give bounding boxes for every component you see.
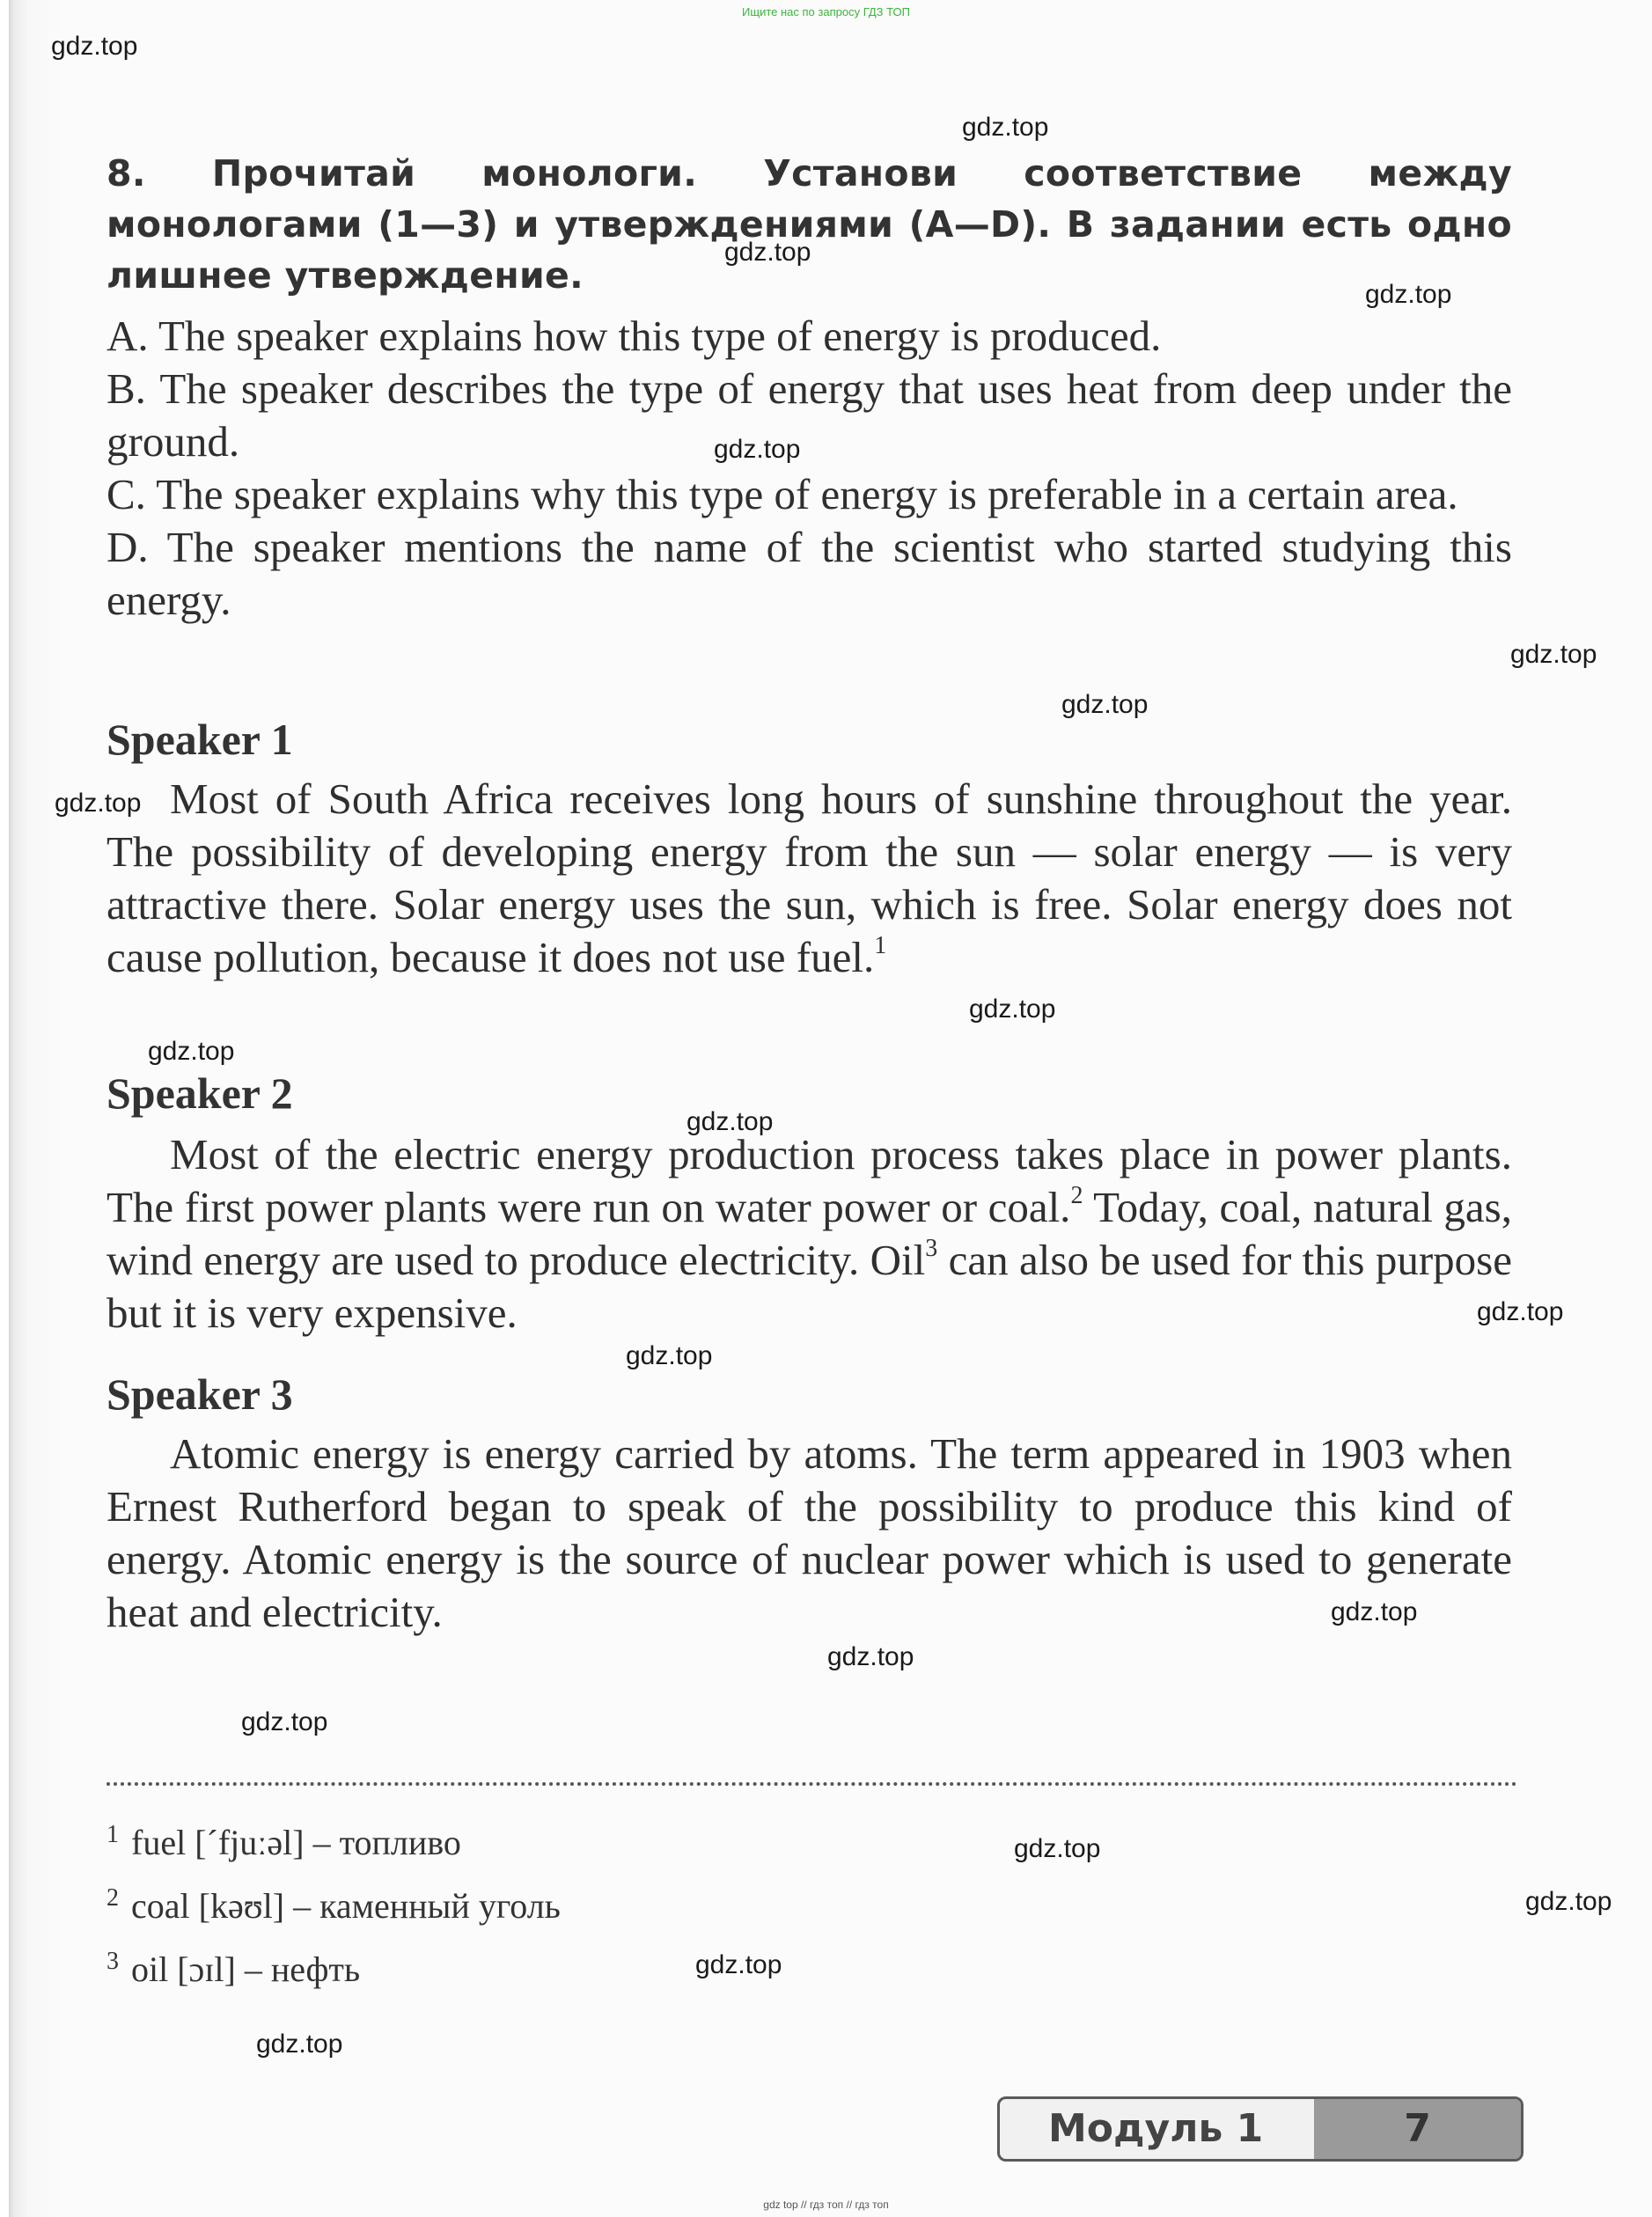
watermark: gdz.top (1014, 1834, 1101, 1863)
speaker-2-body-b: Today, coal, natural gas, wind energy are used to produce electricity. Oil (106, 1183, 1512, 1284)
footnote-ref-3: 3 (925, 1234, 938, 1262)
footnote-number: 3 (106, 1948, 119, 1975)
statement-c: C. The speaker explains why this type of energy is preferable in a certain area. (106, 470, 1458, 518)
footnote-3 (106, 1949, 360, 1990)
watermark: gdz.top (241, 1707, 328, 1736)
module-label: Модуль 1 (1048, 2106, 1264, 2151)
statement-b: B. The speaker describes the type of energy that uses heat from deep under the ground. (106, 364, 1512, 466)
watermark: gdz.top (148, 1037, 235, 1066)
watermark: gdz.top (962, 113, 1049, 142)
speaker-3-title: Speaker 3 (106, 1369, 293, 1419)
top-banner: Ищите нас по запросу ГДЗ ТОП (742, 5, 910, 18)
watermark: gdz.top (1331, 1597, 1418, 1626)
statement-a: A. The speaker explains how this type of energy is produced. (106, 312, 1162, 360)
speaker-1-body: Most of South Africa receives long hours of sunshine throughout the year. The possibility of developing energy from the sun — solar energy — is very attractive there. Solar energy uses the sun, which is free. Solar energy does not cause pollution, because it does not use fuel. (106, 774, 1512, 981)
watermark: gdz.top (626, 1341, 713, 1370)
footnote-divider (106, 1782, 1517, 1786)
footnote-ref-1: 1 (874, 931, 887, 959)
watermark: gdz.top (1510, 640, 1597, 669)
watermark: gdz.top (55, 789, 142, 818)
speaker-2-text (106, 1128, 1512, 1340)
task-instruction: 8. Прочитай монологи. Установи соответствие между монологами (1—3) и утверждениями (A—D). В задании есть одно лишнее утверждение. (106, 152, 1512, 297)
speaker-2-body-c: can also be used for this purpose but it is very expensive. (106, 1236, 1512, 1337)
footnote-2 (106, 1885, 561, 1927)
footnote-text: oil [ɔɪl] – нефть (131, 1949, 361, 1989)
footnote-text: coal [kəʊl] – каменный уголь (131, 1886, 561, 1926)
watermark: gdz.top (695, 1950, 782, 1979)
watermark: gdz.top (827, 1642, 914, 1671)
watermark: gdz.top (1365, 280, 1452, 309)
speaker-1-text (106, 773, 1512, 984)
footnote-text: fuel [ˊfjuːəl] – топливо (131, 1823, 461, 1862)
statements-list (106, 310, 1512, 627)
footnote-number: 1 (106, 1821, 119, 1848)
watermark: gdz.top (1525, 1887, 1612, 1916)
speaker-2-body-a: Most of the electric energy production process takes place in power plants. The first power plants were run on water power or coal. (106, 1130, 1512, 1231)
watermark: gdz.top (1061, 690, 1149, 719)
watermark: gdz.top (1477, 1297, 1564, 1326)
speaker-2-title: Speaker 2 (106, 1068, 293, 1118)
statement-d: D. The speaker mentions the name of the scientist who started studying this energy. (106, 523, 1512, 624)
watermark: gdz.top (724, 238, 811, 267)
page-number: 7 (1314, 2099, 1521, 2159)
footnote-number: 2 (106, 1884, 119, 1912)
watermark: gdz.top (686, 1107, 774, 1136)
watermark: gdz.top (51, 32, 138, 61)
speaker-3-text: Atomic energy is energy carried by atoms. The term appeared in 1903 when Ernest Rutherford began to speak of the possibility to produce this kind of energy. Atomic energy is the source of nuclear power which is used to generate heat and electricity. (106, 1429, 1512, 1636)
bottom-banner: gdz top // гдз топ // гдз топ (763, 2199, 889, 2211)
footnote-1 (106, 1822, 461, 1863)
footnote-ref-2: 2 (1070, 1181, 1083, 1209)
speaker-1-title: Speaker 1 (106, 715, 293, 764)
watermark: gdz.top (714, 435, 801, 464)
watermark: gdz.top (256, 2030, 343, 2059)
module-page-badge (997, 2096, 1524, 2162)
watermark: gdz.top (969, 995, 1056, 1024)
